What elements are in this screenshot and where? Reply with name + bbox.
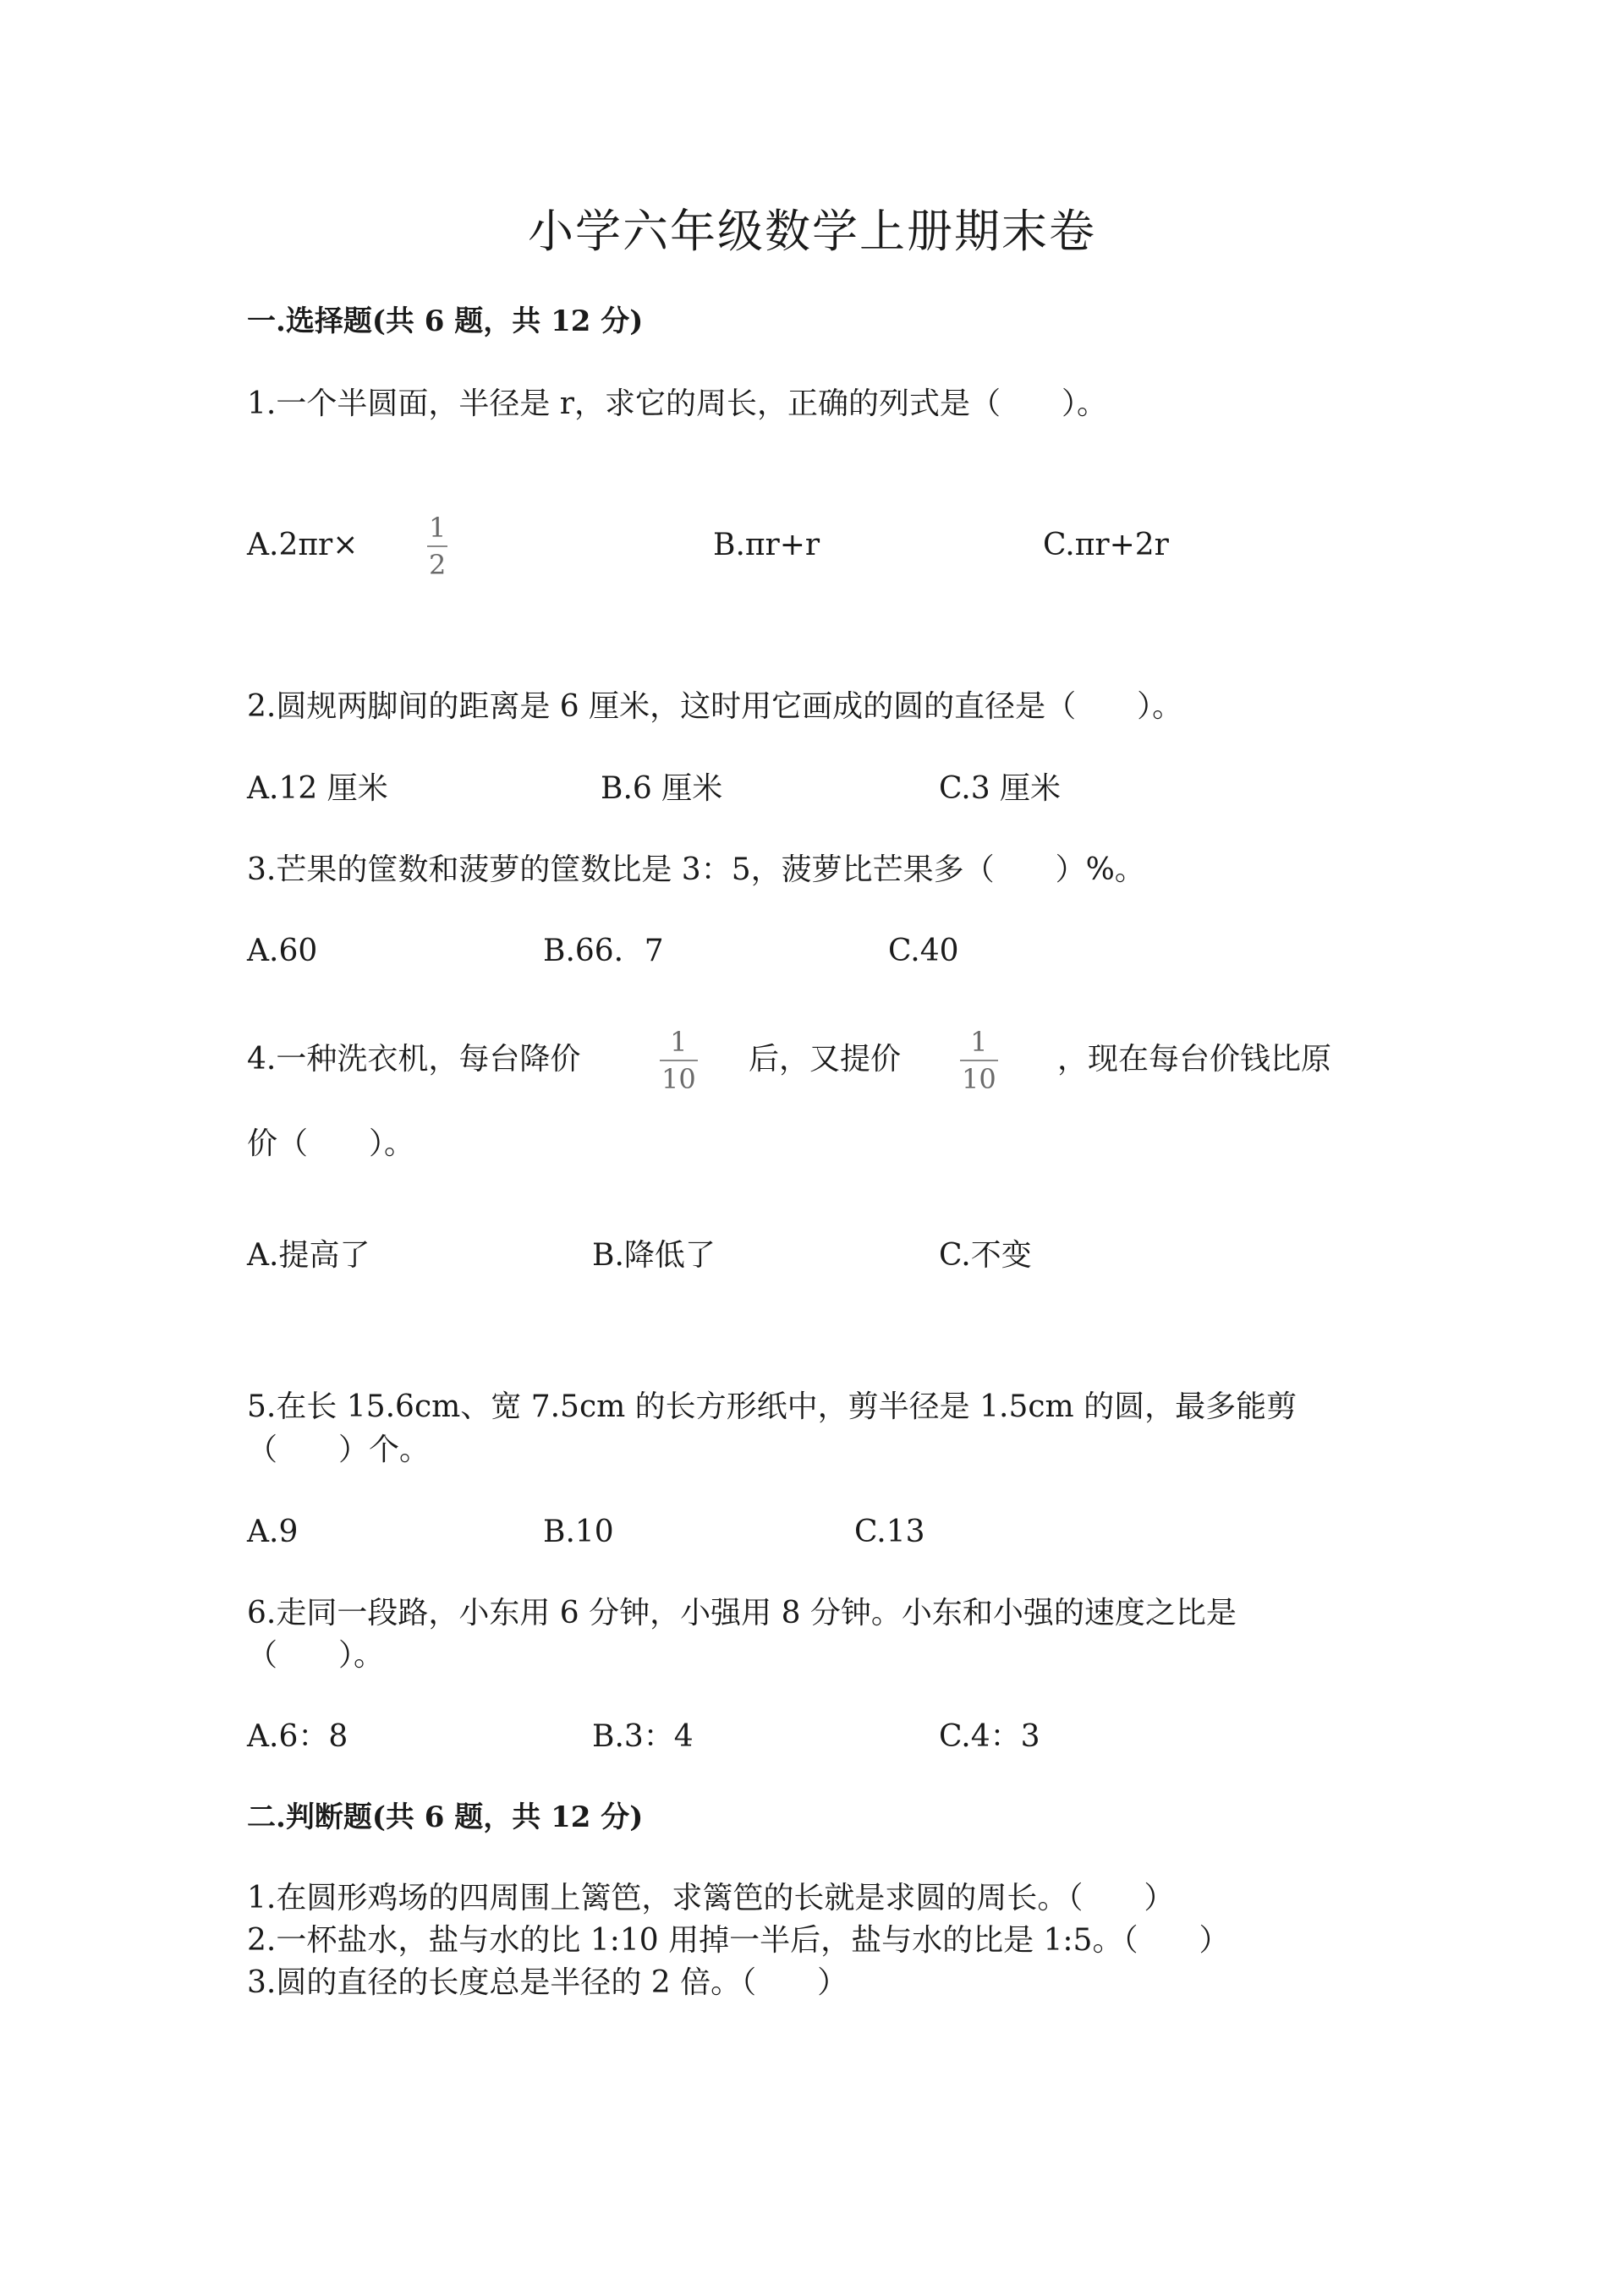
- question-5-option-a: A.9: [247, 1515, 299, 1549]
- fraction-numerator: 1: [670, 1026, 688, 1058]
- question-4-stem-part1: 4.一种洗衣机，每台降价: [247, 1042, 581, 1077]
- fraction-denominator: 10: [962, 1063, 996, 1095]
- question-2-stem: 2.圆规两脚间的距离是 6 厘米，这时用它画成的圆的直径是（ ）。: [247, 689, 1183, 724]
- question-4-option-b: B.降低了: [592, 1238, 716, 1273]
- question-6-option-a: A.6：8: [247, 1719, 348, 1754]
- fraction-denominator: 2: [429, 549, 447, 581]
- question-6-option-c: C.4：3: [939, 1719, 1040, 1754]
- judgement-item-1: 1.在圆形鸡场的四周围上篱笆，求篱笆的长就是求圆的周长。（ ）: [247, 1881, 1175, 1915]
- question-2-option-a: A.12 厘米: [247, 771, 388, 806]
- question-4-fraction-1: [660, 1027, 698, 1093]
- question-4-stem-line2: 价（ ）。: [247, 1126, 415, 1161]
- question-5-stem-line1: 5.在长 15.6cm、宽 7.5cm 的长方形纸中，剪半径是 1.5cm 的圆，最多能剪: [247, 1389, 1298, 1424]
- question-1-option-a: A.2πr×: [247, 528, 359, 562]
- fraction-numerator: 1: [429, 512, 447, 544]
- question-1-stem: 1.一个半圆面，半径是 r，求它的周长，正确的列式是（ ）。: [247, 386, 1108, 421]
- judgement-item-3: 3.圆的直径的长度总是半径的 2 倍。（ ）: [247, 1965, 848, 2000]
- fraction-bar: [427, 545, 447, 547]
- question-6-stem-line2: （ ）。: [247, 1638, 385, 1673]
- question-3-option-a: A.60: [247, 934, 318, 968]
- fraction-denominator: 10: [661, 1063, 696, 1095]
- fraction-bar: [960, 1060, 998, 1061]
- question-2-option-c: C.3 厘米: [939, 771, 1062, 806]
- section-heading-judgement: 二.判断题(共 6 题，共 12 分): [247, 1800, 644, 1834]
- question-5-stem-line2: （ ）个。: [247, 1433, 431, 1467]
- question-4-stem-part2: 后，又提价: [749, 1042, 902, 1077]
- question-4-fraction-2: [960, 1027, 998, 1093]
- question-5-option-c: C.13: [854, 1515, 925, 1549]
- page-title: 小学六年级数学上册期末卷: [528, 205, 1096, 258]
- question-6-option-b: B.3：4: [592, 1719, 694, 1754]
- judgement-item-2: 2.一杯盐水，盐与水的比 1:10 用掉一半后，盐与水的比是 1:5。（ ）: [247, 1923, 1230, 1958]
- question-3-option-c: C.40: [888, 934, 959, 968]
- question-5-option-b: B.10: [543, 1515, 614, 1549]
- question-1-option-b: B.πr+r: [713, 528, 820, 562]
- fraction-bar: [660, 1060, 698, 1061]
- question-1-fraction: [427, 513, 447, 579]
- fraction-numerator: 1: [970, 1026, 988, 1058]
- question-1-option-c: C.πr+2r: [1043, 528, 1169, 562]
- question-4-option-c: C.不变: [939, 1238, 1032, 1273]
- section-heading-choice: 一.选择题(共 6 题，共 12 分): [247, 304, 644, 338]
- question-4-option-a: A.提高了: [247, 1238, 370, 1273]
- question-3-option-b: B.66．7: [543, 934, 664, 968]
- question-2-option-b: B.6 厘米: [601, 771, 723, 806]
- question-4-stem-part3: ，现在每台价钱比原: [1057, 1042, 1332, 1077]
- question-6-stem-line1: 6.走同一段路，小东用 6 分钟，小强用 8 分钟。小东和小强的速度之比是: [247, 1596, 1237, 1630]
- question-3-stem: 3.芒果的筐数和菠萝的筐数比是 3：5，菠萝比芒果多（ ）%。: [247, 852, 1145, 887]
